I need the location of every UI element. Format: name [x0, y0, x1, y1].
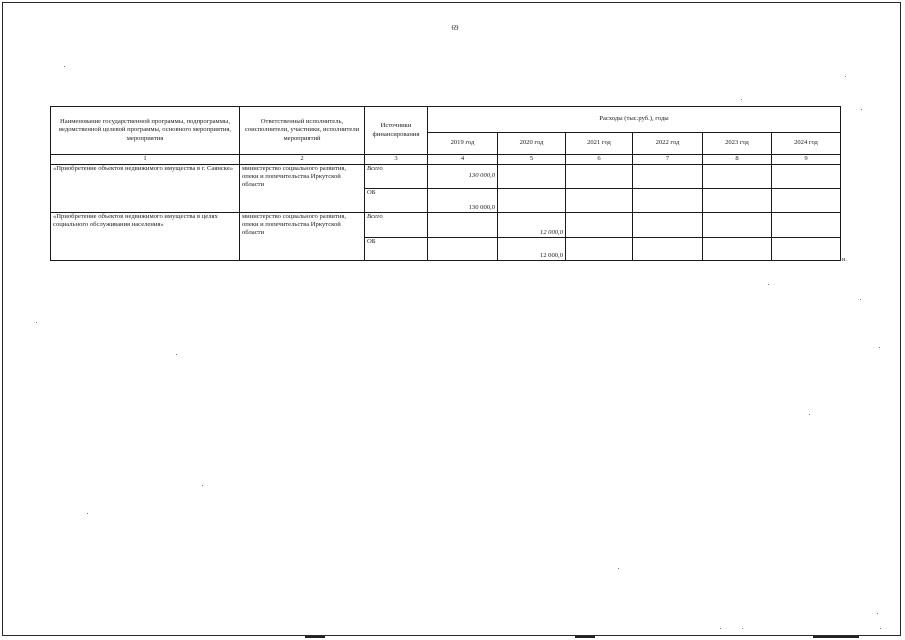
- source-cell: ОБ: [365, 238, 428, 261]
- source-cell: ОБ: [365, 189, 428, 213]
- budget-table: [50, 106, 841, 261]
- measure-name: «Приобретение объектов недвижимого имущества в г. Саянске»: [51, 165, 240, 213]
- table-row: [51, 165, 841, 189]
- amount-cell: 12 000,0: [498, 238, 566, 261]
- header-year: 2023 год: [703, 133, 772, 155]
- amount-cell: [498, 165, 566, 189]
- header-year: 2019 год: [428, 133, 498, 155]
- amount-cell: [772, 238, 841, 261]
- amount-cell: [428, 213, 498, 238]
- header-year: 2020 год: [498, 133, 566, 155]
- amount-cell: [566, 165, 633, 189]
- column-number: 7: [633, 155, 703, 165]
- page-frame: [2, 2, 901, 636]
- column-number: 3: [365, 155, 428, 165]
- frame-mark: [813, 636, 859, 638]
- amount-cell: [633, 189, 703, 213]
- amount-cell: [566, 238, 633, 261]
- header-sources: Источники финансирования: [365, 107, 428, 155]
- amount-cell: [633, 165, 703, 189]
- amount-cell: 12 000,0: [498, 213, 566, 238]
- measure-responsible: министерство социального развития, опеки и попечительства Иркутской области: [240, 213, 365, 261]
- edge-glyph: и.: [842, 257, 847, 263]
- amount-cell: 130 000,0: [428, 165, 498, 189]
- amount-cell: [772, 165, 841, 189]
- column-number: 9: [772, 155, 841, 165]
- table-row: [51, 213, 841, 238]
- header-expenses: Расходы (тыс.руб.), годы: [428, 107, 841, 133]
- amount-cell: [703, 213, 772, 238]
- header-year: 2021 год: [566, 133, 633, 155]
- column-number: 2: [240, 155, 365, 165]
- header-row: [51, 107, 841, 133]
- amount-cell: [566, 213, 633, 238]
- amount-cell: [633, 238, 703, 261]
- amount-cell: [703, 165, 772, 189]
- amount-cell: [772, 189, 841, 213]
- header-year: 2022 год: [633, 133, 703, 155]
- amount-cell: 130 000,0: [428, 189, 498, 213]
- amount-cell: [498, 189, 566, 213]
- column-number: 1: [51, 155, 240, 165]
- page-number: 69: [451, 24, 459, 32]
- frame-mark: [305, 636, 325, 638]
- amount-cell: [428, 238, 498, 261]
- column-number-row: [51, 155, 841, 165]
- header-responsible: Ответственный исполнитель, соисполнители, участники, исполнители мероприятий: [240, 107, 365, 155]
- header-year: 2024 год: [772, 133, 841, 155]
- column-number: 8: [703, 155, 772, 165]
- amount-cell: [772, 213, 841, 238]
- column-number: 5: [498, 155, 566, 165]
- column-number: 6: [566, 155, 633, 165]
- header-name: Наименование государственной программы, подпрограммы, ведомственной целевой программы, основного мероприятия, мероприятия: [51, 107, 240, 155]
- amount-cell: [633, 213, 703, 238]
- amount-cell: [703, 238, 772, 261]
- measure-name: «Приобретение объектов недвижимого имущества в целях социального обслуживания населения»: [51, 213, 240, 261]
- amount-cell: [566, 189, 633, 213]
- frame-mark: [575, 636, 595, 638]
- amount-cell: [703, 189, 772, 213]
- source-cell: Всего: [365, 213, 428, 238]
- measure-responsible: министерство социального развития, опеки и попечительства Иркутской области: [240, 165, 365, 213]
- column-number: 4: [428, 155, 498, 165]
- source-cell: Всего: [365, 165, 428, 189]
